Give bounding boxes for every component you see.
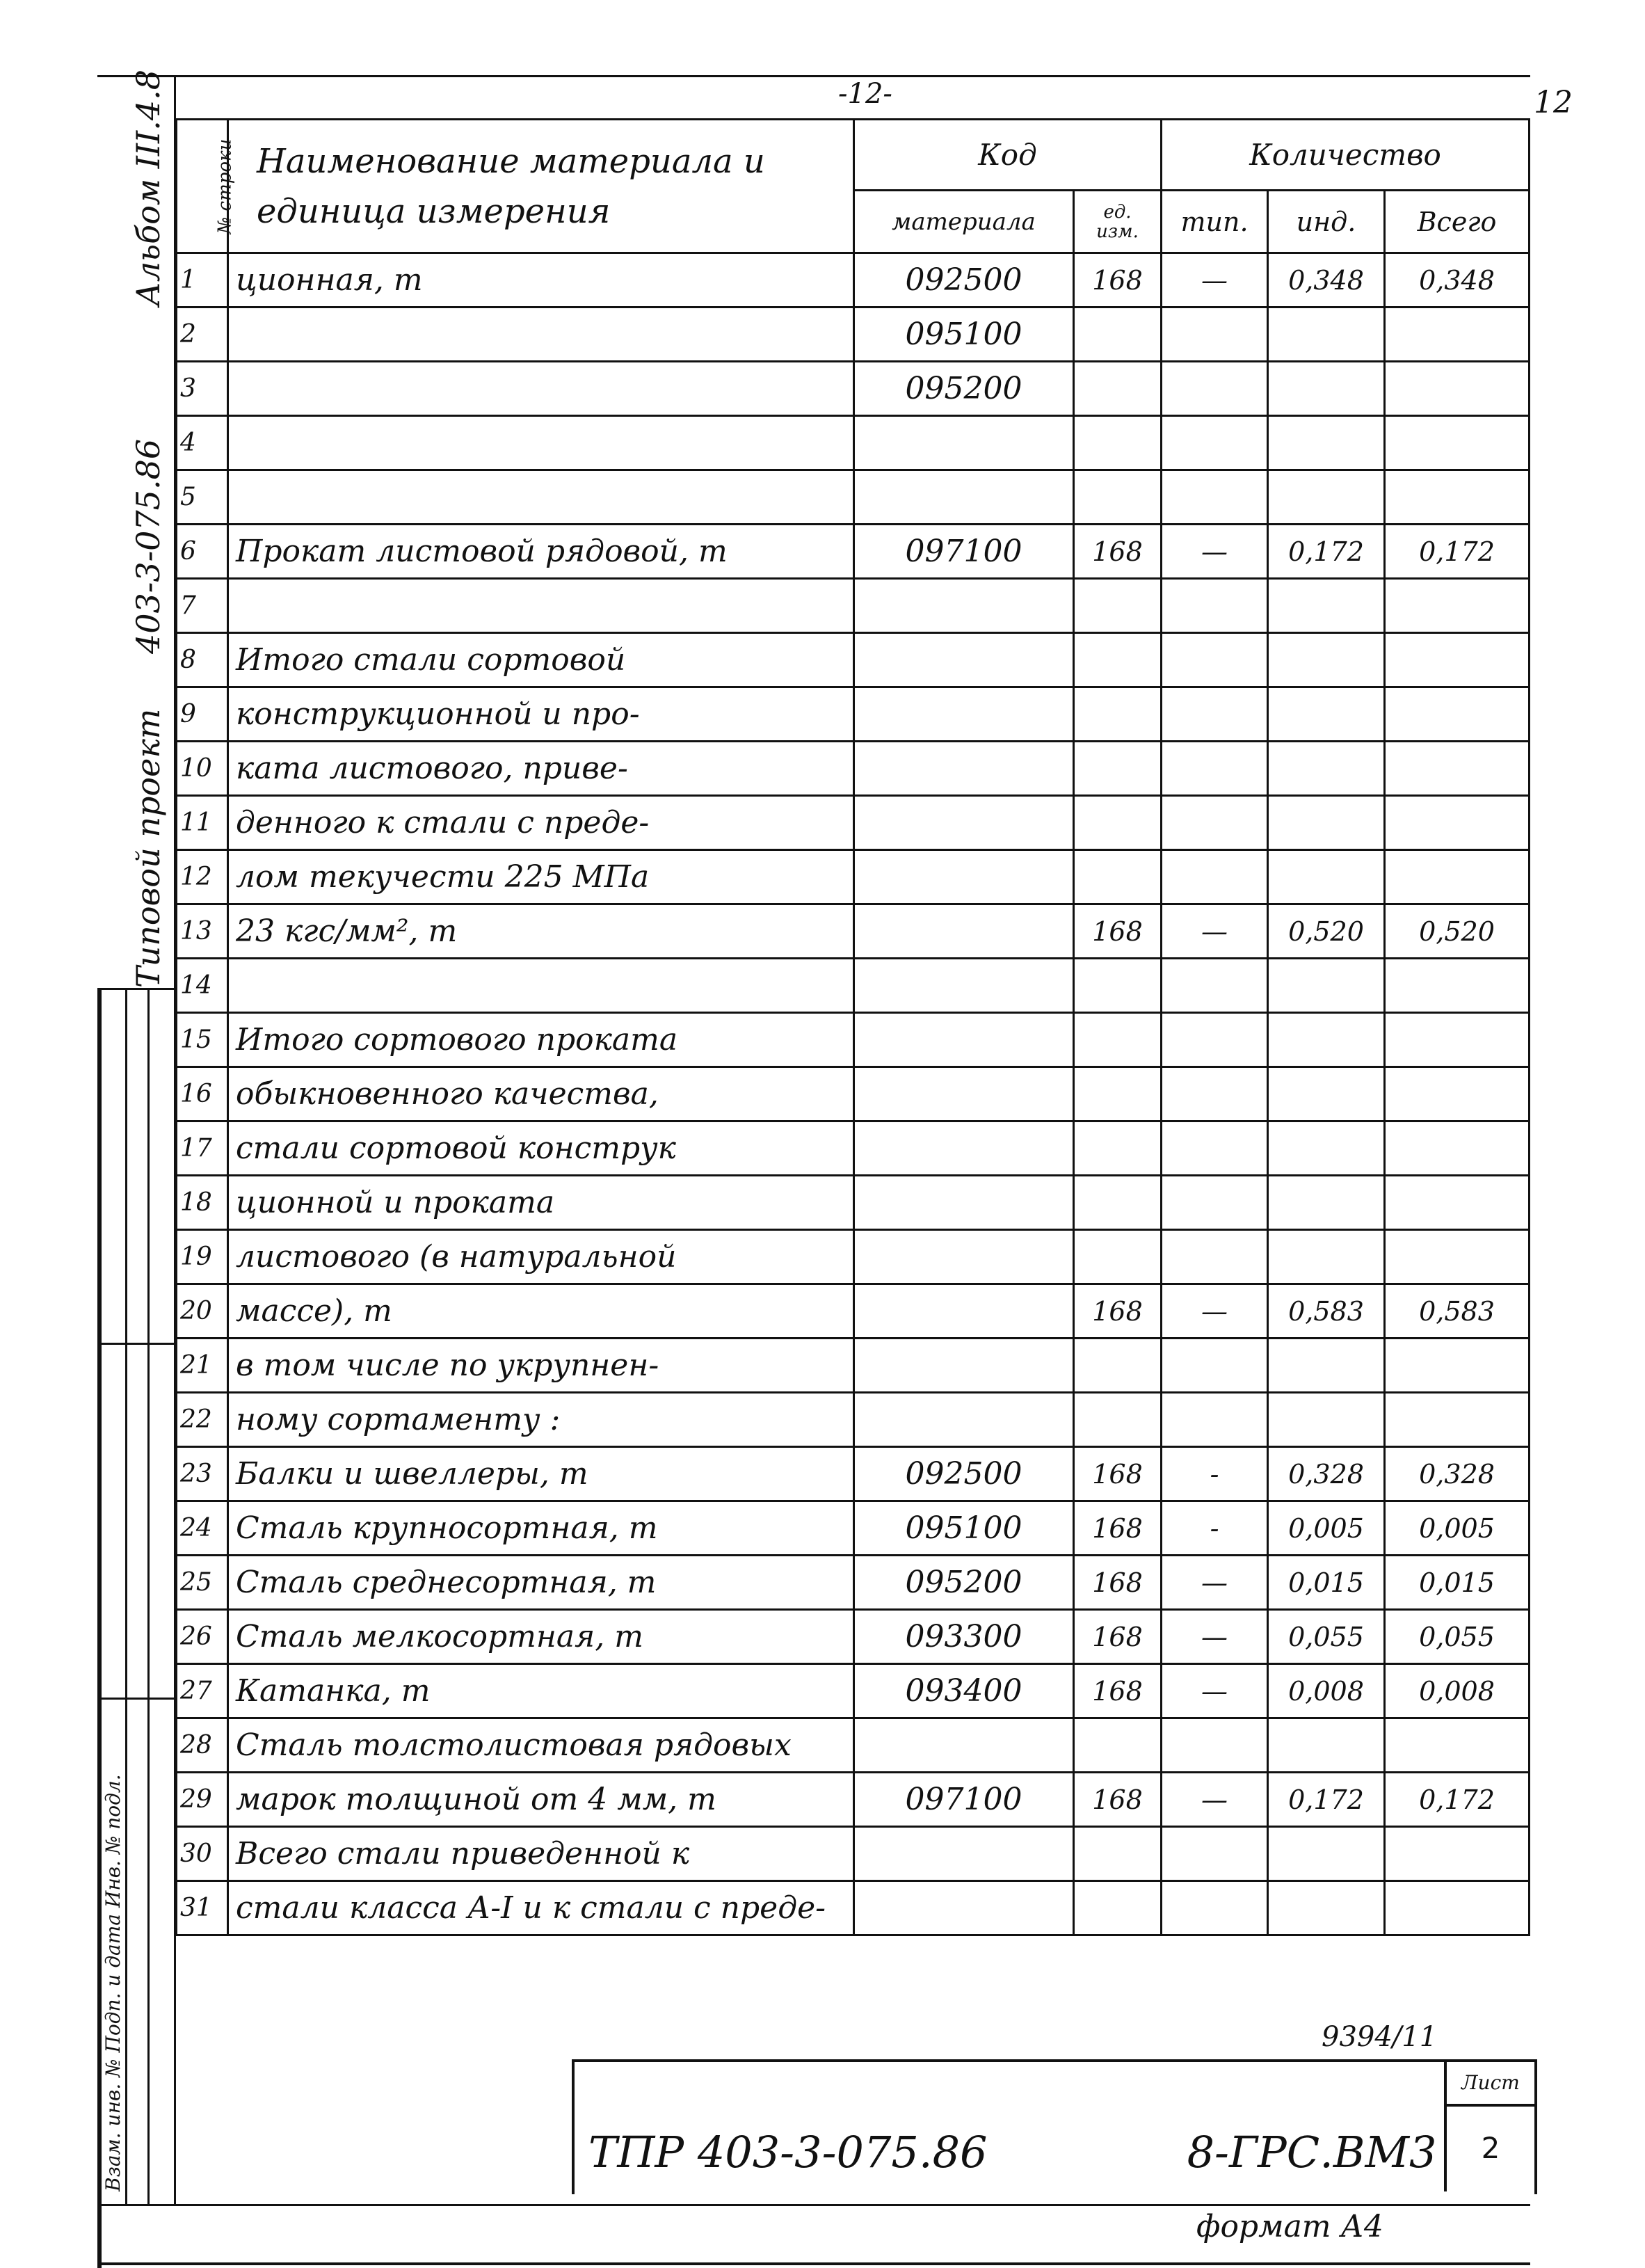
- row-ind: [1268, 362, 1385, 416]
- row-typ: [1162, 796, 1268, 850]
- row-typ: [1162, 362, 1268, 416]
- table-row: [177, 1339, 1530, 1393]
- row-ind: [1268, 1230, 1385, 1284]
- row-unit: [1074, 796, 1162, 850]
- row-typ: [1162, 1013, 1268, 1067]
- row-unit: 168: [1074, 904, 1162, 959]
- row-code: 093300: [854, 1610, 1074, 1664]
- row-code: [854, 904, 1074, 959]
- row-number: 9: [177, 687, 228, 742]
- row-number: 31: [177, 1881, 228, 1935]
- row-typ: [1162, 959, 1268, 1013]
- row-unit: 168: [1074, 1447, 1162, 1501]
- album-label: Альбом III.4.8: [129, 70, 167, 306]
- table-row: [177, 1230, 1530, 1284]
- row-code: 093400: [854, 1664, 1074, 1718]
- row-unit: [1074, 1230, 1162, 1284]
- row-name: ционной и проката: [228, 1176, 854, 1230]
- row-number: 6: [177, 525, 228, 579]
- row-name: [228, 308, 854, 362]
- row-ind: 0,520: [1268, 904, 1385, 959]
- row-total: 0,005: [1385, 1501, 1530, 1556]
- row-total: [1385, 1176, 1530, 1230]
- row-ind: [1268, 742, 1385, 796]
- row-typ: [1162, 1176, 1268, 1230]
- row-code: [854, 1827, 1074, 1881]
- inventory-number: 9394/11: [1322, 2021, 1438, 2053]
- row-total: [1385, 1013, 1530, 1067]
- row-unit: [1074, 1393, 1162, 1447]
- row-number: 29: [177, 1773, 228, 1827]
- row-total: [1385, 470, 1530, 525]
- header-total: Всего: [1385, 191, 1530, 253]
- project-type-label: Типовой проект: [129, 708, 167, 988]
- row-code: [854, 579, 1074, 633]
- row-name: стали сортовой конструк: [228, 1121, 854, 1176]
- row-ind: [1268, 1718, 1385, 1773]
- row-number: 21: [177, 1339, 228, 1393]
- project-designation: ТПР 403-3-075.86: [588, 2127, 988, 2178]
- row-code: [854, 742, 1074, 796]
- row-unit: [1074, 850, 1162, 904]
- table-row: [177, 1447, 1530, 1501]
- table-row: [177, 253, 1530, 308]
- row-total: 0,015: [1385, 1556, 1530, 1610]
- row-name: ному сортаменту :: [228, 1393, 854, 1447]
- row-code: 095200: [854, 362, 1074, 416]
- row-code: 092500: [854, 253, 1074, 308]
- row-ind: 0,348: [1268, 253, 1385, 308]
- row-total: 0,055: [1385, 1610, 1530, 1664]
- row-unit: [1074, 1121, 1162, 1176]
- row-typ: [1162, 1393, 1268, 1447]
- row-typ: —: [1162, 1664, 1268, 1718]
- row-name: денного к стали с преде-: [228, 796, 854, 850]
- row-number: 8: [177, 633, 228, 687]
- table-row: [177, 1773, 1530, 1827]
- row-total: [1385, 1339, 1530, 1393]
- table-row: [177, 525, 1530, 579]
- row-typ: [1162, 1339, 1268, 1393]
- row-typ: [1162, 1718, 1268, 1773]
- row-name: [228, 416, 854, 470]
- row-number: 25: [177, 1556, 228, 1610]
- row-number: 10: [177, 742, 228, 796]
- row-name: Катанка, т: [228, 1664, 854, 1718]
- margin-strip-top: [97, 988, 177, 990]
- row-typ: —: [1162, 253, 1268, 308]
- row-total: [1385, 1393, 1530, 1447]
- row-unit: [1074, 959, 1162, 1013]
- row-typ: [1162, 742, 1268, 796]
- header-code-group: Код: [854, 120, 1162, 191]
- row-number: 11: [177, 796, 228, 850]
- row-total: [1385, 959, 1530, 1013]
- row-ind: 0,172: [1268, 1773, 1385, 1827]
- table-row: [177, 1610, 1530, 1664]
- row-code: [854, 633, 1074, 687]
- row-code: [854, 1230, 1074, 1284]
- row-unit: 168: [1074, 1556, 1162, 1610]
- row-ind: [1268, 850, 1385, 904]
- row-unit: [1074, 742, 1162, 796]
- row-name: Всего стали приведенной к: [228, 1827, 854, 1881]
- row-name: лом текучести 225 МПа: [228, 850, 854, 904]
- row-ind: 0,005: [1268, 1501, 1385, 1556]
- row-code: [854, 1339, 1074, 1393]
- row-name: 23 кгс/мм², т: [228, 904, 854, 959]
- row-unit: [1074, 633, 1162, 687]
- row-code: 095100: [854, 1501, 1074, 1556]
- margin-strip-mid: [97, 1343, 177, 1345]
- header-typ: тип.: [1162, 191, 1268, 253]
- row-name: массе), т: [228, 1284, 854, 1339]
- row-typ: [1162, 1827, 1268, 1881]
- row-code: [854, 1718, 1074, 1773]
- row-unit: [1074, 579, 1162, 633]
- row-ind: 0,583: [1268, 1284, 1385, 1339]
- row-unit: 168: [1074, 1284, 1162, 1339]
- row-unit: [1074, 1013, 1162, 1067]
- row-code: [854, 1176, 1074, 1230]
- sheet-number: 2: [1481, 2131, 1500, 2165]
- row-code: [854, 1284, 1074, 1339]
- table-row: [177, 850, 1530, 904]
- row-unit: [1074, 308, 1162, 362]
- row-total: 0,328: [1385, 1447, 1530, 1501]
- row-name: Сталь мелкосортная, т: [228, 1610, 854, 1664]
- row-ind: [1268, 1176, 1385, 1230]
- row-number: 26: [177, 1610, 228, 1664]
- row-typ: -: [1162, 1447, 1268, 1501]
- row-number: 18: [177, 1176, 228, 1230]
- header-row-no: № строки: [177, 120, 228, 253]
- table-row: [177, 1176, 1530, 1230]
- row-code: 097100: [854, 525, 1074, 579]
- table-row: [177, 308, 1530, 362]
- row-total: [1385, 1067, 1530, 1121]
- table-row: [177, 579, 1530, 633]
- row-name: обыкновенного качества,: [228, 1067, 854, 1121]
- table-row: [177, 1501, 1530, 1556]
- row-name: [228, 362, 854, 416]
- row-total: [1385, 1827, 1530, 1881]
- row-ind: [1268, 959, 1385, 1013]
- row-number: 1: [177, 253, 228, 308]
- header-ind: инд.: [1268, 191, 1385, 253]
- row-total: [1385, 308, 1530, 362]
- header-material: материала: [854, 191, 1074, 253]
- row-unit: [1074, 1718, 1162, 1773]
- row-unit: [1074, 416, 1162, 470]
- row-code: [854, 959, 1074, 1013]
- row-name: Сталь толстолистовая рядовых: [228, 1718, 854, 1773]
- row-ind: [1268, 796, 1385, 850]
- table-row: [177, 1881, 1530, 1935]
- sheet-box: [1444, 2062, 1534, 2191]
- row-number: 24: [177, 1501, 228, 1556]
- table-row: [177, 633, 1530, 687]
- row-name: конструкционной и про-: [228, 687, 854, 742]
- row-typ: [1162, 850, 1268, 904]
- row-typ: —: [1162, 1556, 1268, 1610]
- row-total: 0,583: [1385, 1284, 1530, 1339]
- row-unit: [1074, 1067, 1162, 1121]
- row-ind: [1268, 308, 1385, 362]
- margin-strip-divider-2: [147, 988, 150, 2205]
- row-name: листового (в натуральной: [228, 1230, 854, 1284]
- row-ind: [1268, 416, 1385, 470]
- row-typ: —: [1162, 1610, 1268, 1664]
- row-ind: 0,055: [1268, 1610, 1385, 1664]
- frame-bottom: [97, 2262, 1530, 2265]
- table-row: [177, 687, 1530, 742]
- row-number: 22: [177, 1393, 228, 1447]
- row-ind: [1268, 1013, 1385, 1067]
- row-number: 12: [177, 850, 228, 904]
- row-ind: [1268, 687, 1385, 742]
- bottom-frame-inner: [97, 2204, 1530, 2206]
- row-total: 0,172: [1385, 1773, 1530, 1827]
- table-row: [177, 1067, 1530, 1121]
- row-unit: [1074, 687, 1162, 742]
- row-number: 19: [177, 1230, 228, 1284]
- row-name: [228, 579, 854, 633]
- row-ind: [1268, 1393, 1385, 1447]
- row-unit: 168: [1074, 1773, 1162, 1827]
- row-typ: —: [1162, 525, 1268, 579]
- row-number: 4: [177, 416, 228, 470]
- row-code: [854, 1393, 1074, 1447]
- page-number-top: -12-: [838, 78, 892, 110]
- row-total: [1385, 796, 1530, 850]
- title-block: [572, 2059, 1537, 2194]
- row-number: 23: [177, 1447, 228, 1501]
- row-code: [854, 1067, 1074, 1121]
- header-qty-group: Количество: [1162, 120, 1530, 191]
- row-typ: [1162, 416, 1268, 470]
- row-code: [854, 416, 1074, 470]
- row-number: 27: [177, 1664, 228, 1718]
- row-typ: [1162, 470, 1268, 525]
- page-number-corner: 12: [1534, 85, 1573, 120]
- row-number: 5: [177, 470, 228, 525]
- row-total: 0,520: [1385, 904, 1530, 959]
- row-number: 17: [177, 1121, 228, 1176]
- row-total: [1385, 362, 1530, 416]
- row-typ: [1162, 1881, 1268, 1935]
- row-ind: 0,328: [1268, 1447, 1385, 1501]
- row-name: Балки и швеллеры, т: [228, 1447, 854, 1501]
- row-unit: [1074, 1827, 1162, 1881]
- row-total: [1385, 416, 1530, 470]
- table-row: [177, 1013, 1530, 1067]
- row-code: [854, 1121, 1074, 1176]
- table-row: [177, 362, 1530, 416]
- row-typ: [1162, 308, 1268, 362]
- row-number: 13: [177, 904, 228, 959]
- row-ind: 0,015: [1268, 1556, 1385, 1610]
- row-total: [1385, 1718, 1530, 1773]
- row-typ: —: [1162, 1284, 1268, 1339]
- row-typ: [1162, 1067, 1268, 1121]
- table-row: [177, 470, 1530, 525]
- table-row: [177, 1284, 1530, 1339]
- row-total: [1385, 1881, 1530, 1935]
- row-code: [854, 470, 1074, 525]
- project-code-label: 403-3-075.86: [129, 438, 167, 654]
- row-name: ката листового, приве-: [228, 742, 854, 796]
- row-code: 097100: [854, 1773, 1074, 1827]
- row-typ: [1162, 633, 1268, 687]
- row-total: 0,172: [1385, 525, 1530, 579]
- row-ind: [1268, 1067, 1385, 1121]
- row-ind: 0,008: [1268, 1664, 1385, 1718]
- row-name: [228, 470, 854, 525]
- row-unit: 168: [1074, 1501, 1162, 1556]
- row-code: [854, 1013, 1074, 1067]
- row-total: [1385, 633, 1530, 687]
- header-name: Наименование материала и единица измерения: [228, 120, 854, 253]
- table-row: [177, 1718, 1530, 1773]
- row-ind: [1268, 1881, 1385, 1935]
- row-name: ционная, т: [228, 253, 854, 308]
- row-total: [1385, 687, 1530, 742]
- table-row: [177, 904, 1530, 959]
- row-total: [1385, 850, 1530, 904]
- row-unit: 168: [1074, 253, 1162, 308]
- row-name: Прокат листовой рядовой, т: [228, 525, 854, 579]
- row-code: [854, 687, 1074, 742]
- row-unit: 168: [1074, 1610, 1162, 1664]
- margin-strip-divider-1: [125, 988, 127, 2205]
- row-typ: [1162, 1230, 1268, 1284]
- margin-strip-low: [97, 1698, 177, 1700]
- row-name: Сталь крупносортная, т: [228, 1501, 854, 1556]
- table-row: [177, 959, 1530, 1013]
- row-unit: 168: [1074, 1664, 1162, 1718]
- row-typ: [1162, 579, 1268, 633]
- row-name: в том числе по укрупнен-: [228, 1339, 854, 1393]
- row-code: 095200: [854, 1556, 1074, 1610]
- row-unit: [1074, 470, 1162, 525]
- row-total: 0,348: [1385, 253, 1530, 308]
- row-code: [854, 1881, 1074, 1935]
- row-typ: [1162, 1121, 1268, 1176]
- row-name: стали класса А-I и к стали с преде-: [228, 1881, 854, 1935]
- row-ind: [1268, 1827, 1385, 1881]
- row-ind: [1268, 633, 1385, 687]
- row-total: [1385, 579, 1530, 633]
- row-code: [854, 796, 1074, 850]
- document-code: 8-ГРС.ВМ3: [1187, 2127, 1437, 2178]
- row-code: [854, 850, 1074, 904]
- row-name: Итого стали сортовой: [228, 633, 854, 687]
- row-total: [1385, 742, 1530, 796]
- table-row: [177, 742, 1530, 796]
- row-ind: [1268, 470, 1385, 525]
- row-number: 30: [177, 1827, 228, 1881]
- table-row: [177, 1556, 1530, 1610]
- row-number: 15: [177, 1013, 228, 1067]
- table-row: [177, 1827, 1530, 1881]
- table-row: [177, 1664, 1530, 1718]
- row-typ: —: [1162, 1773, 1268, 1827]
- row-unit: [1074, 362, 1162, 416]
- row-typ: -: [1162, 1501, 1268, 1556]
- table-row: [177, 796, 1530, 850]
- row-unit: [1074, 1339, 1162, 1393]
- format-label: формат А4: [1196, 2209, 1383, 2244]
- stamp-cells-label: Взам. инв. № Подп. и дата Инв. № подл.: [102, 1774, 125, 2191]
- row-typ: [1162, 687, 1268, 742]
- row-number: 2: [177, 308, 228, 362]
- row-name: [228, 959, 854, 1013]
- row-number: 20: [177, 1284, 228, 1339]
- row-unit: 168: [1074, 525, 1162, 579]
- row-typ: —: [1162, 904, 1268, 959]
- table-row: [177, 1121, 1530, 1176]
- row-ind: [1268, 1121, 1385, 1176]
- row-number: 14: [177, 959, 228, 1013]
- row-ind: [1268, 579, 1385, 633]
- table-row: [177, 416, 1530, 470]
- row-ind: [1268, 1339, 1385, 1393]
- row-total: [1385, 1230, 1530, 1284]
- row-number: 7: [177, 579, 228, 633]
- row-total: 0,008: [1385, 1664, 1530, 1718]
- frame-top: [97, 75, 1530, 77]
- row-code: 092500: [854, 1447, 1074, 1501]
- table-row: [177, 1393, 1530, 1447]
- row-name: Сталь среднесортная, т: [228, 1556, 854, 1610]
- row-number: 3: [177, 362, 228, 416]
- row-name: Итого сортового проката: [228, 1013, 854, 1067]
- material-spec-table: [175, 118, 1530, 1936]
- row-number: 16: [177, 1067, 228, 1121]
- row-number: 28: [177, 1718, 228, 1773]
- row-total: [1385, 1121, 1530, 1176]
- row-unit: [1074, 1881, 1162, 1935]
- sheet-label: Лист: [1447, 2062, 1534, 2107]
- header-unit: ед. изм.: [1074, 191, 1162, 253]
- row-unit: [1074, 1176, 1162, 1230]
- row-code: 095100: [854, 308, 1074, 362]
- row-ind: 0,172: [1268, 525, 1385, 579]
- row-name: марок толщиной от 4 мм, т: [228, 1773, 854, 1827]
